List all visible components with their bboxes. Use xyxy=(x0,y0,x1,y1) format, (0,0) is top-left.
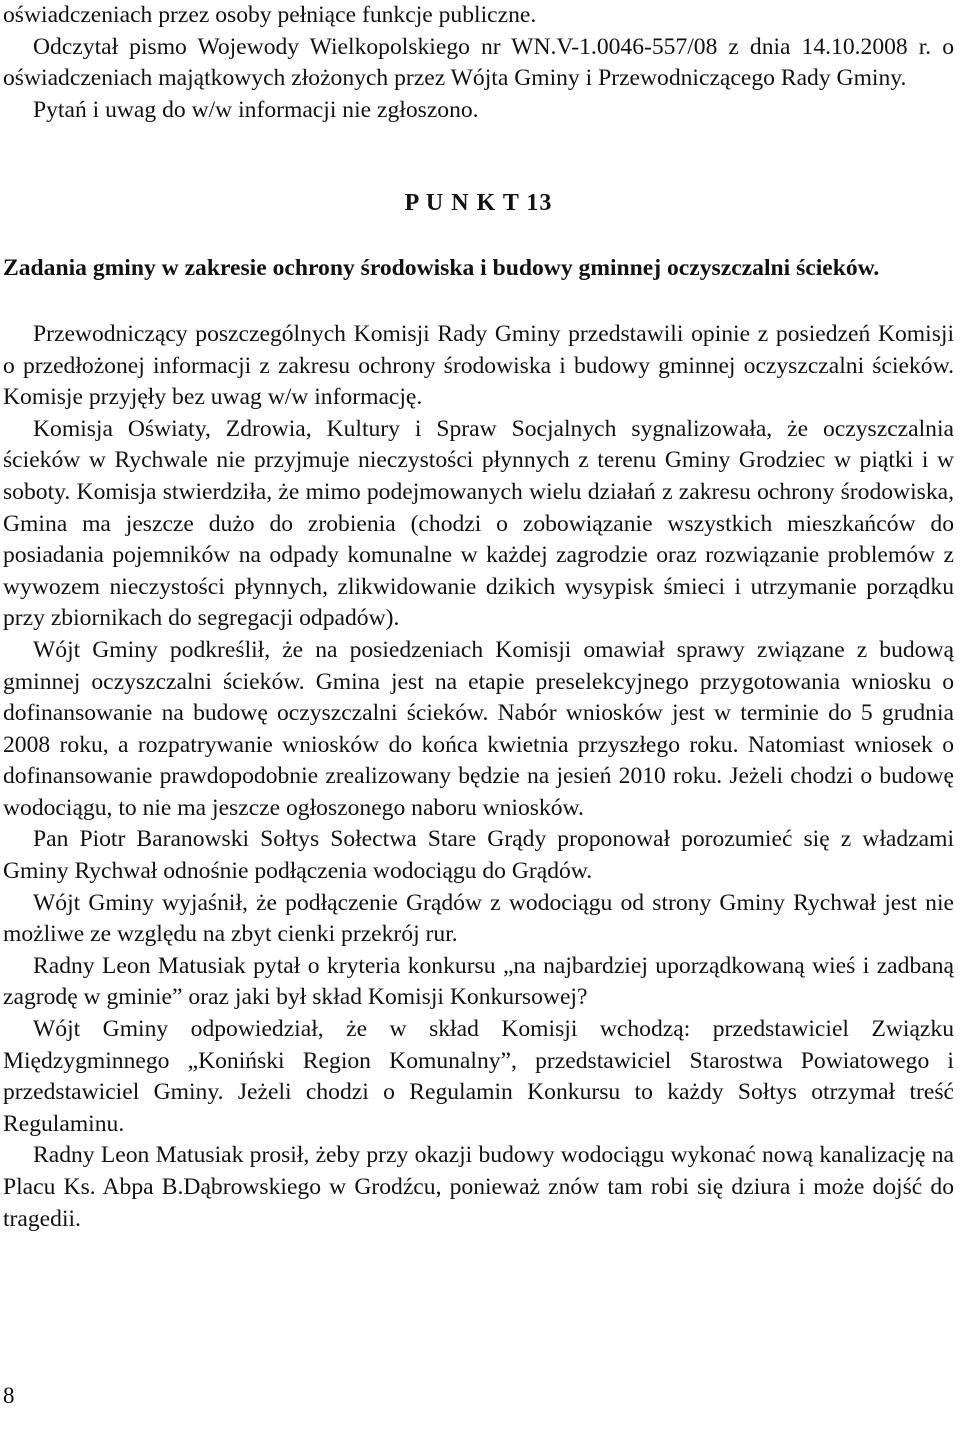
paragraph-mayor-pipes: Wójt Gminy wyjaśnił, że podłączenie Grądów z wodociągu od strony Gminy Rychwał jest nie możliwe ze względu na zbyt cienki przekrój rur. xyxy=(3,889,954,948)
section-punkt-label: P U N K T 13 xyxy=(404,190,553,217)
paragraph-baranowski: Pan Piotr Baranowski Sołtys Sołectwa Stare Grądy proponował porozumieć się z władzami Gminy Rychwał odnośnie podłączenia wodociągu do Grądów. xyxy=(3,826,954,885)
paragraph-no-questions: Pytań i uwag do w/w informacji nie zgłoszono. xyxy=(33,96,479,123)
paragraph-voivode-letter: Odczytał pismo Wojewody Wielkopolskiego nr WN.V-1.0046-557/08 z dnia 14.10.2008 r. o oświadczeniach majątkowych złożonych przez Wójta Gminy i Przewodniczącego Rady Gminy. xyxy=(3,33,954,92)
section-title: Zadania gminy w zakresie ochrony środowiska i budowy gminnej oczyszczalni ścieków. xyxy=(3,255,880,282)
paragraph-mayor-sewage-plant: Wójt Gminy podkreślił, że na posiedzeniach Komisji omawiał sprawy związane z budową gminnej oczyszczalni ścieków. Gmina jest na etapie preselekcyjnego przygotowania wniosku o dofinansowanie na budowę oczyszczalni ścieków. Nabór wniosków jest w terminie do 5 grudnia 2008 roku, a rozpatrywanie wniosków do końca kwietnia przyszłego roku. Natomiast wniosek o dofinansowanie prawdopodobnie zrealizowany będzie na jesień 2010 roku. Jeżeli chodzi o budowę wodociągu, to nie ma jeszcze ogłoszonego naboru wniosków. xyxy=(3,636,954,821)
page-number: 8 xyxy=(3,1383,15,1408)
paragraph-matusiak-sewer: Radny Leon Matusiak prosił, żeby przy okazji budowy wodociągu wykonać nową kanalizację na Placu Ks. Abpa B.Dąbrowskiego w Grodźcu, ponieważ znów tam robi się dziura i może dojść do tragedii. xyxy=(3,1142,954,1232)
carry-over-line: oświadczeniach przez osoby pełniące funkcje publiczne. xyxy=(3,2,537,28)
section-body xyxy=(3,319,954,1235)
paragraph-mayor-commission: Wójt Gminy odpowiedział, że w skład Komisji wchodzą: przedstawiciel Związku Międzygminnego „Koniński Region Komunalny”, przedstawiciel Starostwa Powiatowego i przedstawiciel Gminy. Jeżeli chodzi o Regulamin Konkursu to każdy Sołtys otrzymał treść Regulaminu. xyxy=(3,1016,954,1137)
paragraph-committees-opinion: Przewodniczący poszczególnych Komisji Rady Gminy przedstawili opinie z posiedzeń Komisji o przedłożonej informacji z zakresu ochrony środowiska i budowy gminnej oczyszczalni ścieków. Komisje przyjęły bez uwag w/w informację. xyxy=(3,320,954,411)
paragraph-education-committee: Komisja Oświaty, Zdrowia, Kultury i Spraw Socjalnych sygnalizowała, że oczyszczalnia ścieków w Rychwale nie przyjmuje nieczystości płynnych z terenu Gminy Grodziec w piątki i w soboty. Komisja stwierdziła, że mimo podejmowanych wielu działań z zakresu ochrony środowiska, Gmina ma jeszcze dużo do zrobienia (chodzi o zobowiązanie wszystkich mieszkańców do posiadania pojemników na odpady komunalne w każdej zagrodzie oraz rozwiązanie problemów z wywozem nieczystości płynnych, zlikwidowanie dzikich wysypisk śmieci i utrzymanie porządku przy zbiornikach do segregacji odpadów). xyxy=(3,415,954,632)
document-page xyxy=(3,0,954,1235)
paragraph-matusiak-contest: Radny Leon Matusiak pytał o kryteria konkursu „na najbardziej uporządkowaną wieś i zadbaną zagrodę w gminie” oraz jaki był skład Komisji Konkursowej? xyxy=(3,952,954,1011)
